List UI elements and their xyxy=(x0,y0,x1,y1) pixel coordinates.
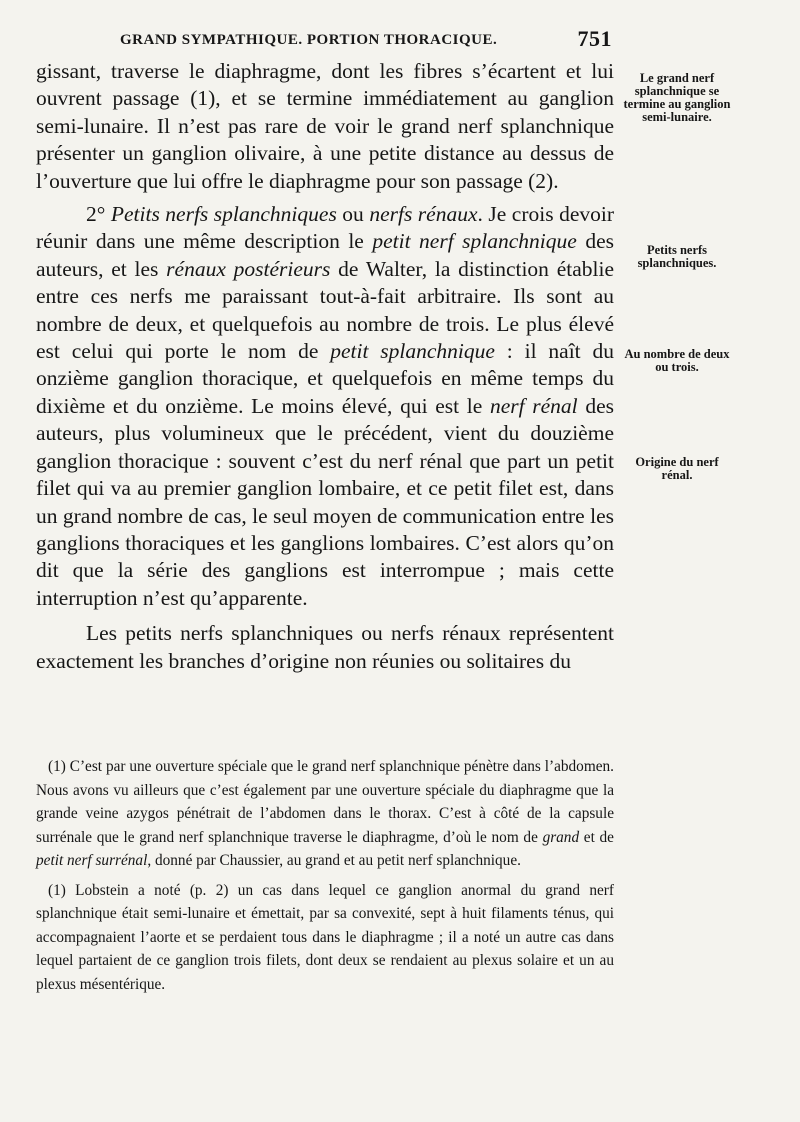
margin-note-origine: Origine du nerf rénal. xyxy=(635,455,719,482)
margin-note-nombre: Au nombre de deux ou trois. xyxy=(624,347,730,374)
term-petit-splanchnique: petit splanchnique xyxy=(330,339,495,364)
term-petits-nerfs-splanchniques: Petits nerfs splanchniques xyxy=(110,202,337,227)
footnote-1: (1) C’est par une ouverture spéciale que le grand nerf splanchnique pénètre dans l’abdomen. Nous avons vu ailleurs que c’est également par une ouverture spéciale du diaphragme que la grande veine azygos pénétrait de l’abdomen dans le thorax. C’est à côté de la capsule surrénale que le grand nerf splanchnique traverse le diaphragme, d’où le nom de grand et de petit nerf surrénal, donné par Chaussier, au grand et au petit nerf splanchnique. xyxy=(36,758,614,869)
paragraph-petits-nerfs: 2° Petits nerfs splanchniques ou nerfs rénaux. Je crois devoir réunir dans une même description le petit nerf splanchnique des auteurs, et les rénaux postérieurs de Walter, la distinction établie entre ces nerfs me paraissant tout-à-fait arbitraire. Ils sont au nombre de deux, et quelquefois au nombre de trois. Le plus élevé est celui qui porte le nom de petit splanchnique : il naît du onzième ganglion thoracique, et quelquefois en même temps du dixième et du onzième. Le moins élevé, qui est le nerf rénal des auteurs, plus volumineux que le précédent, vient du douzième ganglion thoracique : souvent c’est du nerf rénal que part un petit filet qui va au premier ganglion lombaire, et ce petit filet est, dans un grand nombre de cas, le seul moyen de communication entre les ganglions thoraciques et les ganglions lombaires. C’est alors qu’on dit que la série des ganglions est interrompue ; mais cette interruption n’est qu’apparente. xyxy=(36,202,614,610)
paragraph-representation: Les petits nerfs splanchniques ou nerfs rénaux représentent exactement les branches d’origine non réunies ou solitaires du xyxy=(36,621,614,673)
footnotes xyxy=(36,755,614,996)
running-title: GRAND SYMPATHIQUE. PORTION THORACIQUE. xyxy=(120,32,498,48)
margin-note-petits-nerfs: Petits nerfs splanchniques. xyxy=(637,243,717,270)
term-petit-nerf-splanchnique: petit nerf splanchnique xyxy=(372,229,577,254)
margin-note-grand-nerf: Le grand nerf splanchnique se termine au ganglion semi-lunaire. xyxy=(623,71,731,124)
main-text xyxy=(36,58,614,675)
page-header xyxy=(36,28,614,54)
term-nerf-renal: nerf rénal xyxy=(489,393,578,418)
paragraph-continued: gissant, traverse le diaphragme, dont les fibres s’écartent et lui ouvrent passage (1), et se termine immédiatement au ganglion semi-lunaire. Il n’est pas rare de voir le grand nerf splanchnique présenter un ganglion olivaire, à une petite distance au dessus de l’ouverture que lui offre le diaphragme pour son passage (2). xyxy=(36,59,614,193)
term-nerfs-renaux: nerfs rénaux xyxy=(369,202,478,227)
term-renaux-posterieurs: rénaux postérieurs xyxy=(166,256,331,281)
page-number: 751 xyxy=(577,26,612,51)
section-number: 2° xyxy=(86,202,111,227)
footnote-2: (1) Lobstein a noté (p. 2) un cas dans lequel ce ganglion anormal du grand nerf splanchnique était semi-lunaire et émettait, par sa convexité, sept à huit filaments ténus, qui accompagnaient l’aorte et se perdaient tous dans le diaphragme ; il a noté un autre cas dans lequel partaient de ce ganglion trois filets, dont deux se rendaient au plexus solaire et un au plexus mésentérique. xyxy=(36,881,614,993)
